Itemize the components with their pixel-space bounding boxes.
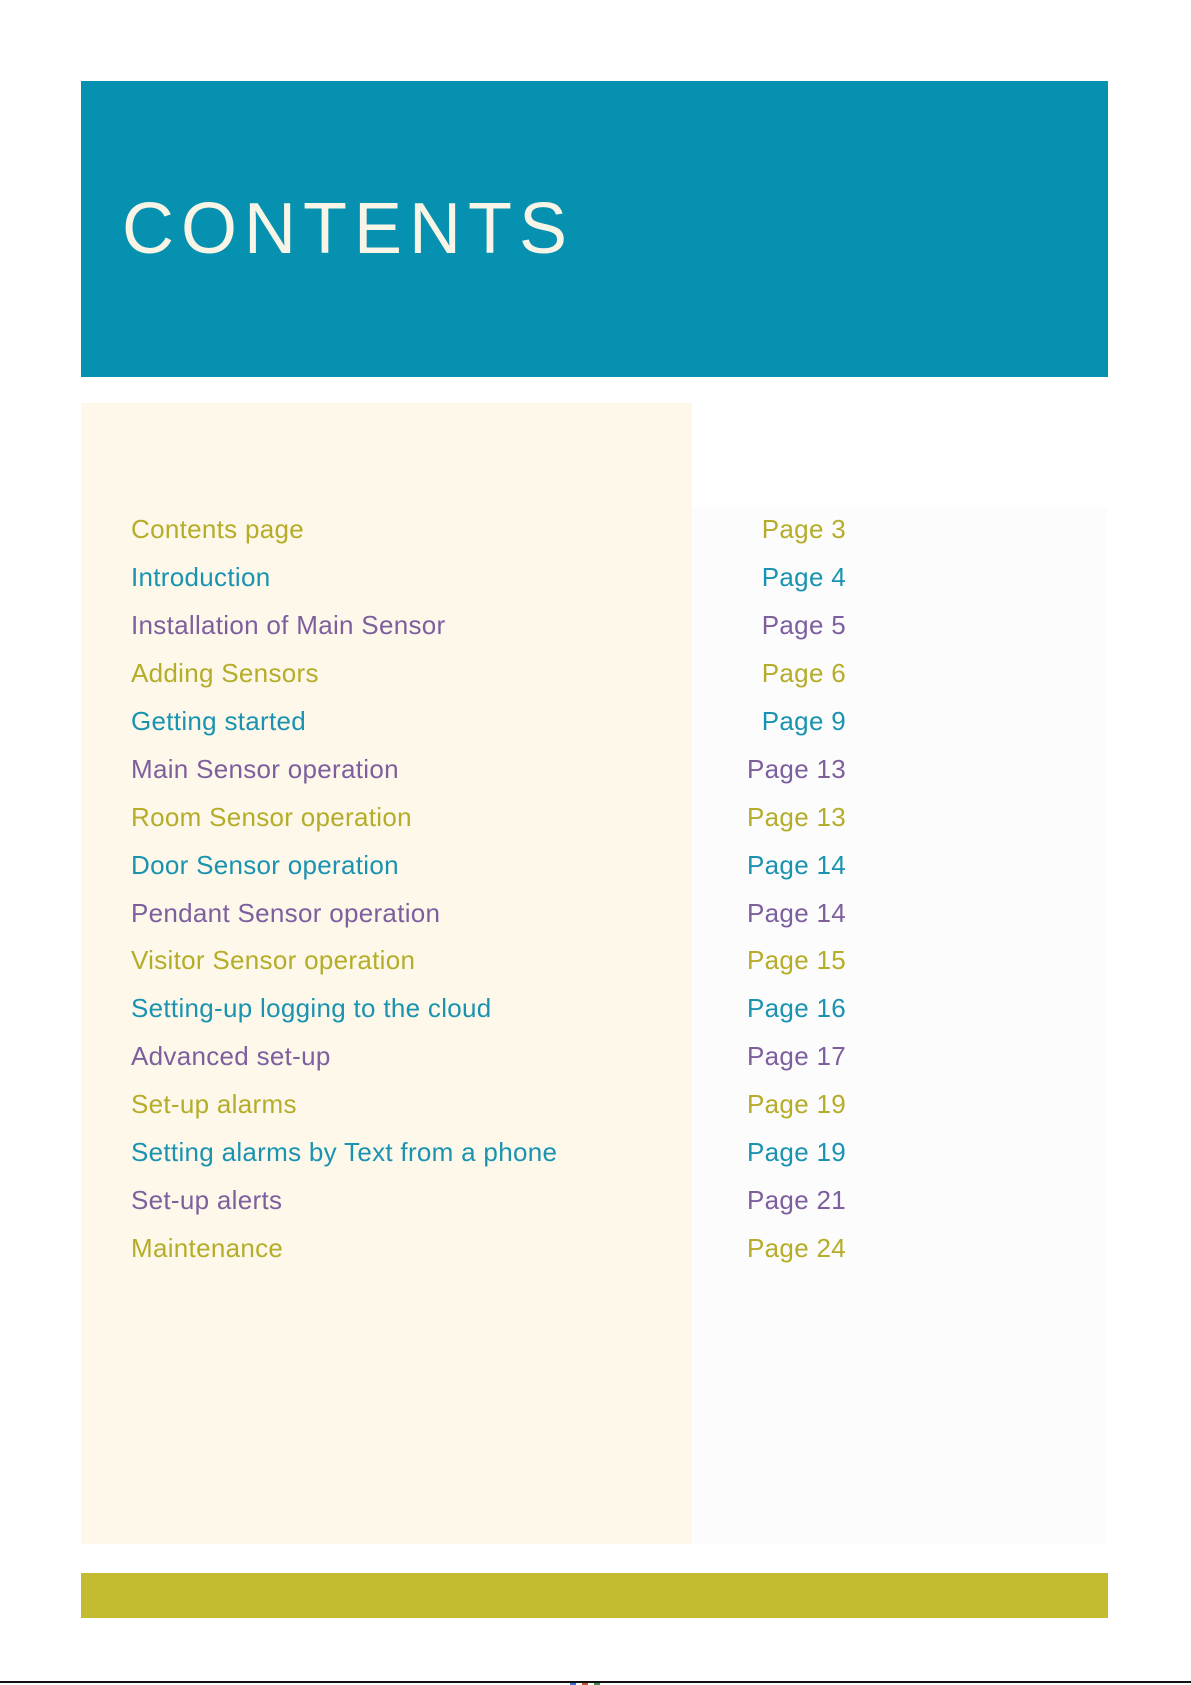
header-band bbox=[81, 81, 1108, 377]
toc-item-label: Adding Sensors bbox=[131, 658, 319, 689]
footer-bar bbox=[81, 1573, 1108, 1618]
page-title: CONTENTS bbox=[122, 189, 574, 269]
toc-item-label: Setting alarms by Text from a phone bbox=[131, 1137, 558, 1168]
toc-page-number: Page 9 bbox=[761, 706, 846, 736]
toc-item-label: Introduction bbox=[131, 562, 271, 593]
toc-item-label: Getting started bbox=[131, 706, 307, 736]
toc-item-label: Pendant Sensor operation bbox=[131, 897, 441, 928]
toc-item-label: Door Sensor operation bbox=[131, 849, 399, 880]
toc-row bbox=[131, 1033, 846, 1081]
toc-row bbox=[131, 745, 846, 793]
toc-row bbox=[131, 506, 846, 554]
toc-item-label: Installation of Main Sensor bbox=[131, 610, 446, 641]
toc-row bbox=[131, 1176, 846, 1224]
toc-page-number: Page 19 bbox=[747, 1089, 846, 1120]
toc-row bbox=[131, 937, 846, 985]
toc-page-number: Page 6 bbox=[761, 658, 846, 689]
toc-row bbox=[131, 602, 846, 650]
toc-item-label: Set-up alarms bbox=[131, 1089, 297, 1120]
toc-page-number: Page 24 bbox=[747, 1232, 846, 1263]
toc-item-label: Main Sensor operation bbox=[131, 753, 399, 784]
toc-row bbox=[131, 1224, 846, 1272]
toc-row bbox=[131, 841, 846, 889]
toc-page-number: Page 14 bbox=[747, 849, 846, 880]
toc-row bbox=[131, 1081, 846, 1129]
toc-item-label: Visitor Sensor operation bbox=[131, 945, 416, 976]
toc-item-label: Setting-up logging to the cloud bbox=[131, 993, 492, 1024]
toc-page-number: Page 14 bbox=[747, 897, 846, 928]
toc-item-label: Set-up alerts bbox=[131, 1184, 283, 1215]
toc-page-number: Page 5 bbox=[761, 610, 846, 641]
toc-page-number: Page 4 bbox=[761, 562, 846, 593]
toc-row bbox=[131, 889, 846, 937]
toc-page-number: Page 15 bbox=[747, 945, 846, 976]
toc-page-number: Page 17 bbox=[747, 1041, 846, 1072]
toc-item-label: Advanced set-up bbox=[131, 1041, 331, 1072]
toc-page-number: Page 16 bbox=[747, 993, 846, 1024]
toc-row bbox=[131, 793, 846, 841]
toc-row bbox=[131, 1129, 846, 1177]
toc-item-label: Room Sensor operation bbox=[131, 801, 412, 832]
toc-page-number: Page 3 bbox=[761, 514, 846, 545]
toc-page-number: Page 19 bbox=[747, 1137, 846, 1168]
toc-row bbox=[131, 554, 846, 602]
toc-page-number: Page 13 bbox=[747, 753, 846, 784]
toc-page-number: Page 21 bbox=[747, 1184, 846, 1215]
toc-row bbox=[131, 650, 846, 698]
toc-item-label: Maintenance bbox=[131, 1232, 284, 1263]
toc-row bbox=[131, 698, 846, 746]
table-of-contents bbox=[131, 506, 846, 1272]
toc-row bbox=[131, 985, 846, 1033]
toc-item-label: Contents page bbox=[131, 514, 305, 545]
toc-page-number: Page 13 bbox=[747, 801, 846, 832]
